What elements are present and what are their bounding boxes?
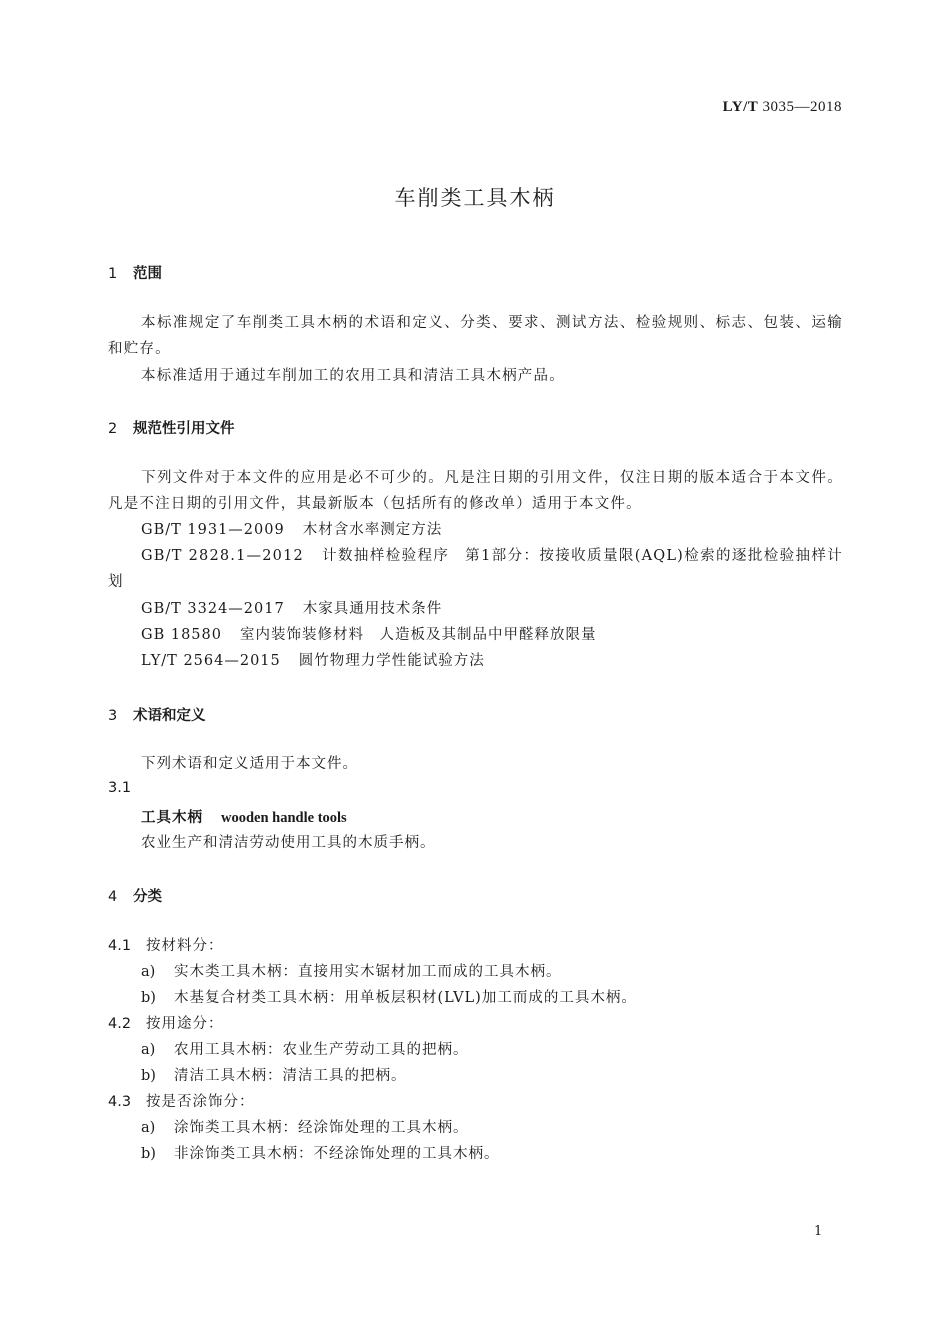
reference-title: 圆竹物理力学性能试验方法 [298, 653, 485, 669]
list-marker: a) [141, 1120, 156, 1136]
reference-code: GB/T 3324—2017 [141, 601, 285, 617]
classification-by-coating [108, 1090, 255, 1111]
reference-item [141, 518, 442, 539]
section-title: 规范性引用文件 [133, 421, 235, 437]
list-item [141, 1038, 469, 1059]
list-marker: b) [141, 990, 156, 1006]
term-english: wooden handle tools [221, 810, 347, 826]
reference-item [141, 597, 442, 618]
terms-intro: 下列术语和定义适用于本文件。 [141, 756, 358, 772]
section-title: 术语和定义 [133, 708, 206, 724]
list-marker: a) [141, 964, 156, 980]
term-definition: 农业生产和清洁劳动使用工具的木质手柄。 [141, 835, 436, 851]
classification-by-use [108, 1012, 224, 1033]
reference-title: 木家具通用技术条件 [302, 601, 443, 617]
scope-paragraph-1: 本标准规定了车削类工具木柄的术语和定义、分类、要求、测试方法、检验规则、标志、包装、运输和贮存。 [108, 315, 843, 357]
reference-title: 木材含水率测定方法 [302, 522, 443, 538]
reference-code: LY/T 2564—2015 [141, 653, 281, 669]
reference-code: GB/T 2828.1—2012 [141, 548, 304, 564]
section-title: 范围 [133, 266, 162, 282]
list-text: 涂饰类工具木柄：经涂饰处理的工具木柄。 [174, 1120, 469, 1136]
list-text: 农用工具木柄：农业生产劳动工具的把柄。 [174, 1042, 469, 1058]
term-chinese: 工具木柄 [141, 810, 203, 826]
clause-number: 4.3 [108, 1094, 132, 1110]
clause-number: 4.2 [108, 1016, 132, 1032]
clause-number: 4.1 [108, 938, 132, 954]
reference-item [108, 543, 843, 595]
reference-title: 计数抽样检验程序 第1部分：按接收质量限(AQL)检索的逐批检验抽样计划 [108, 548, 843, 590]
section-number: 1 [108, 266, 118, 282]
list-item [141, 1142, 500, 1163]
list-item [141, 1064, 407, 1085]
list-item [141, 1116, 469, 1137]
section-2-heading [108, 417, 235, 438]
list-text: 清洁工具木柄：清洁工具的把柄。 [174, 1068, 407, 1084]
clause-label: 按是否涂饰分： [146, 1094, 255, 1110]
standard-code [723, 99, 842, 116]
section-number: 3 [108, 708, 118, 724]
list-text: 实木类工具木柄：直接用实木锯材加工而成的工具木柄。 [174, 964, 562, 980]
reference-title: 室内装饰装修材料 人造板及其制品中甲醛释放限量 [239, 627, 597, 643]
reference-item [141, 649, 485, 670]
list-marker: b) [141, 1068, 156, 1084]
section-number: 2 [108, 421, 118, 437]
list-marker: b) [141, 1146, 156, 1162]
reference-item [141, 623, 596, 644]
document-title: 车削类工具木柄 [394, 186, 556, 210]
reference-code: GB 18580 [141, 627, 222, 643]
clause-label: 按材料分： [146, 938, 224, 954]
list-text: 非涂饰类工具木柄：不经涂饰处理的工具木柄。 [174, 1146, 500, 1162]
term-number: 3.1 [108, 780, 132, 796]
list-item [141, 960, 562, 981]
clause-label: 按用途分： [146, 1016, 224, 1032]
page-number: 1 [814, 1224, 823, 1239]
scope-paragraph-2: 本标准适用于通过车削加工的农用工具和清洁工具木柄产品。 [141, 368, 565, 384]
section-title: 分类 [133, 889, 162, 905]
list-marker: a) [141, 1042, 156, 1058]
standard-number: 3035—2018 [762, 99, 842, 115]
section-3-heading [108, 704, 206, 725]
reference-code: GB/T 1931—2009 [141, 522, 285, 538]
section-number: 4 [108, 889, 118, 905]
classification-by-material [108, 934, 224, 955]
references-intro: 下列文件对于本文件的应用是必不可少的。凡是注日期的引用文件，仅注日期的版本适合于本文件。凡是不注日期的引用文件，其最新版本（包括所有的修改单）适用于本文件。 [108, 470, 843, 512]
list-text: 木基复合材类工具木柄：用单板层积材(LVL)加工而成的工具木柄。 [174, 990, 637, 1006]
section-4-heading [108, 885, 162, 906]
list-item [141, 986, 637, 1007]
section-1-heading [108, 262, 162, 283]
term-entry [141, 806, 347, 827]
standard-prefix: LY/T [722, 99, 759, 115]
